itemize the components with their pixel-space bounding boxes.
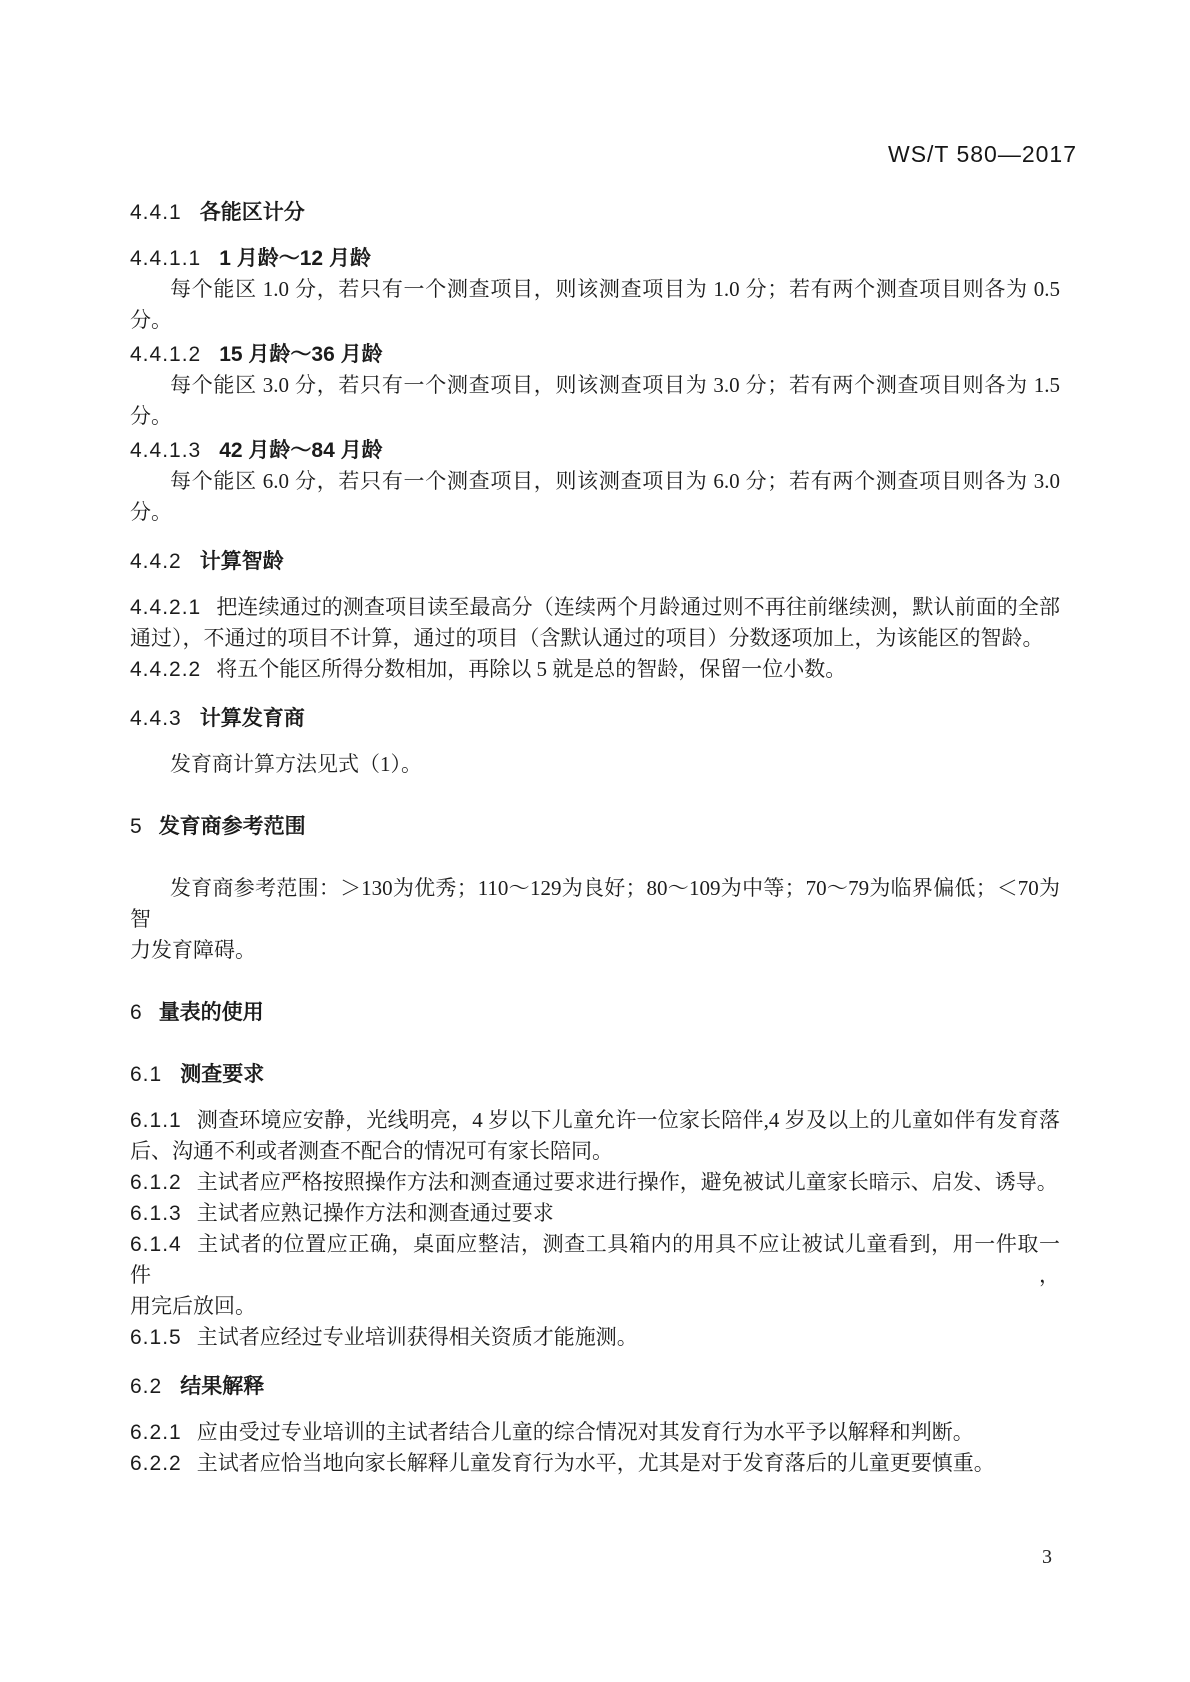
section-heading-6-2 xyxy=(130,1371,1060,1402)
text-line: 每个能区 6.0 分，若只有一个测查项目，则该测查项目为 6.0 分；若有两个测查项目则各为 3.0 xyxy=(170,469,1060,493)
text-line xyxy=(130,1417,1060,1448)
clause-text: 测查环境应安静，光线明亮，4 岁以下儿童允许一位家长陪伴,4 岁及以上的儿童如伴有发育落 xyxy=(196,1108,1060,1132)
section-title: 计算发育商 xyxy=(199,707,305,730)
text-line: 发育商计算方法见式（1）。 xyxy=(170,752,422,776)
clause-text: 主试者应经过专业培训获得相关资质才能施测。 xyxy=(196,1325,638,1349)
paragraph xyxy=(130,749,1060,780)
section-number: 4.4.1.3 xyxy=(130,439,202,462)
clause-text: 主试者应恰当地向家长解释儿童发育行为水平，尤其是对于发育落后的儿童更要慎重。 xyxy=(196,1451,995,1475)
clause-number: 6.1.2 xyxy=(130,1171,182,1194)
clause-paragraph xyxy=(130,1105,1060,1167)
text-line xyxy=(130,1448,1060,1479)
section-title: 42 月龄～84 月龄 xyxy=(219,439,383,462)
text-line: 每个能区 1.0 分，若只有一个测查项目，则该测查项目为 1.0 分；若有两个测查项目则各为 0.5 xyxy=(170,277,1060,301)
section-title: 15 月龄～36 月龄 xyxy=(219,343,383,366)
text-line xyxy=(130,1322,1060,1353)
clause-paragraph xyxy=(130,1322,1060,1353)
clause-text: 主试者应熟记操作方法和测查通过要求 xyxy=(196,1201,554,1225)
clause-number: 6.1.3 xyxy=(130,1202,182,1225)
text-line xyxy=(130,654,1060,685)
section-title: 计算智龄 xyxy=(199,550,284,573)
clause-number: 4.4.2.1 xyxy=(130,596,202,619)
section-heading-6-1 xyxy=(130,1059,1060,1090)
clause-text: 主试者的位置应正确，桌面应整洁，测查工具箱内的用具不应让被试儿童看到，用一件取一件， xyxy=(130,1232,1060,1287)
section-heading-4-4-1-1 xyxy=(130,243,1060,274)
section-title: 测查要求 xyxy=(180,1063,265,1086)
clause-text: 应由受过专业培训的主试者结合儿童的综合情况对其发育行为水平予以解释和判断。 xyxy=(196,1420,974,1444)
chapter-number: 5 xyxy=(130,815,143,838)
section-number: 6.2 xyxy=(130,1375,163,1398)
section-number: 6.1 xyxy=(130,1063,163,1086)
text-line: 分。 xyxy=(130,308,172,332)
standard-number: WS/T 580—2017 xyxy=(887,141,1077,167)
section-heading-4-4-2 xyxy=(130,546,1060,577)
text-line: 分。 xyxy=(130,500,172,524)
section-title: 1 月龄～12 月龄 xyxy=(219,247,371,270)
section-heading-4-4-1-3 xyxy=(130,435,1060,466)
clause-paragraph xyxy=(130,1167,1060,1198)
text-line: 后、沟通不利或者测查不配合的情况可有家长陪同。 xyxy=(130,1139,613,1163)
clause-number: 4.4.2.2 xyxy=(130,658,202,681)
text-line: 发育商参考范围：＞130为优秀；110～129为良好；80～109为中等；70～79为临界偏低；＜70为智 xyxy=(130,876,1060,931)
clause-text: 把连续通过的测查项目读至最高分（连续两个月龄通过则不再往前继续测，默认前面的全部 xyxy=(216,595,1060,619)
clause-number: 6.1.1 xyxy=(130,1109,182,1132)
section-number: 4.4.2 xyxy=(130,550,182,573)
clause-number: 6.1.5 xyxy=(130,1326,182,1349)
clause-paragraph xyxy=(130,1229,1060,1322)
page-number: 3 xyxy=(1042,1546,1052,1568)
clause-text: 主试者应严格按照操作方法和测查通过要求进行操作，避免被试儿童家长暗示、启发、诱导。 xyxy=(196,1170,1058,1194)
text-line: 通过），不通过的项目不计算，通过的项目（含默认通过的项目）分数逐项加上，为该能区的智龄。 xyxy=(130,626,1044,650)
clause-paragraph xyxy=(130,592,1060,654)
clause-number: 6.2.2 xyxy=(130,1452,182,1475)
section-number: 4.4.3 xyxy=(130,707,182,730)
section-number: 4.4.1.2 xyxy=(130,343,202,366)
section-number: 4.4.1.1 xyxy=(130,247,202,270)
clause-number: 6.2.1 xyxy=(130,1421,182,1444)
clause-text: 将五个能区所得分数相加，再除以 5 就是总的智龄，保留一位小数。 xyxy=(216,657,847,681)
chapter-title: 量表的使用 xyxy=(158,1001,264,1024)
text-line: 分。 xyxy=(130,404,172,428)
section-heading-4-4-1-2 xyxy=(130,339,1060,370)
text-line xyxy=(130,1198,1060,1229)
chapter-title: 发育商参考范围 xyxy=(158,815,306,838)
clause-paragraph xyxy=(130,1417,1060,1448)
paragraph xyxy=(130,370,1060,432)
chapter-heading-6 xyxy=(130,997,1060,1028)
clause-number: 6.1.4 xyxy=(130,1233,182,1256)
chapter-number: 6 xyxy=(130,1001,143,1024)
section-heading-4-4-3 xyxy=(130,703,1060,734)
clause-paragraph xyxy=(130,1198,1060,1229)
section-number: 4.4.1 xyxy=(130,201,182,224)
paragraph xyxy=(130,274,1060,336)
clause-paragraph xyxy=(130,1448,1060,1479)
text-line xyxy=(130,1167,1060,1198)
text-line xyxy=(130,592,1060,623)
text-line xyxy=(130,1229,1060,1291)
text-line: 每个能区 3.0 分，若只有一个测查项目，则该测查项目为 3.0 分；若有两个测查项目则各为 1.5 xyxy=(170,373,1060,397)
section-title: 各能区计分 xyxy=(199,201,305,224)
chapter-heading-5 xyxy=(130,811,1060,842)
paragraph xyxy=(130,873,1060,966)
section-title: 结果解释 xyxy=(180,1375,265,1398)
text-line xyxy=(130,1105,1060,1136)
clause-paragraph xyxy=(130,654,1060,685)
paragraph xyxy=(130,466,1060,528)
text-line: 用完后放回。 xyxy=(130,1294,256,1318)
text-line: 力发育障碍。 xyxy=(130,938,256,962)
section-heading-4-4-1 xyxy=(130,197,1060,228)
